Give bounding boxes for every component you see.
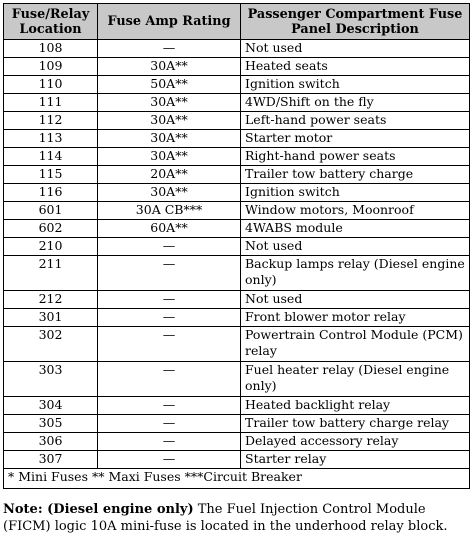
cell-description: Heated seats xyxy=(241,58,470,76)
note xyxy=(3,501,471,535)
cell-location: 307 xyxy=(4,451,98,469)
table-row xyxy=(4,94,470,112)
cell-rating: 60A** xyxy=(98,220,241,238)
cell-description: Starter motor xyxy=(241,130,470,148)
cell-description: Right-hand power seats xyxy=(241,148,470,166)
cell-rating: 30A** xyxy=(98,58,241,76)
table-row xyxy=(4,202,470,220)
cell-rating: — xyxy=(98,40,241,58)
cell-description: Not used xyxy=(241,40,470,58)
cell-rating: — xyxy=(98,291,241,309)
table-row xyxy=(4,256,470,291)
table-row xyxy=(4,451,470,469)
footnote-row xyxy=(4,469,470,489)
table-row xyxy=(4,397,470,415)
cell-location: 302 xyxy=(4,327,98,362)
cell-description: Ignition switch xyxy=(241,76,470,94)
table-row xyxy=(4,166,470,184)
header-description: Passenger Compartment Fuse Panel Description xyxy=(241,4,470,40)
cell-description: Trailer tow battery charge xyxy=(241,166,470,184)
cell-description: Window motors, Moonroof xyxy=(241,202,470,220)
cell-location: 304 xyxy=(4,397,98,415)
cell-description: Front blower motor relay xyxy=(241,309,470,327)
table-row xyxy=(4,433,470,451)
cell-rating: — xyxy=(98,415,241,433)
cell-description: Left-hand power seats xyxy=(241,112,470,130)
cell-description: Fuel heater relay (Diesel engine only) xyxy=(241,362,470,397)
table-row xyxy=(4,238,470,256)
cell-location: 108 xyxy=(4,40,98,58)
table-row xyxy=(4,415,470,433)
cell-location: 306 xyxy=(4,433,98,451)
table-header-row xyxy=(4,4,470,40)
table-row xyxy=(4,148,470,166)
table-row xyxy=(4,291,470,309)
cell-location: 602 xyxy=(4,220,98,238)
table-row xyxy=(4,76,470,94)
table-row xyxy=(4,184,470,202)
note-text: The Fuel Injection Control Module (FICM) logic 10A mini-fuse is located in the underhood relay block. xyxy=(3,502,448,534)
table-row xyxy=(4,112,470,130)
cell-description: Powertrain Control Module (PCM) relay xyxy=(241,327,470,362)
cell-rating: — xyxy=(98,362,241,397)
fuse-table xyxy=(3,3,470,489)
cell-location: 210 xyxy=(4,238,98,256)
cell-location: 115 xyxy=(4,166,98,184)
cell-location: 111 xyxy=(4,94,98,112)
cell-location: 301 xyxy=(4,309,98,327)
cell-description: Not used xyxy=(241,291,470,309)
cell-location: 109 xyxy=(4,58,98,76)
table-row xyxy=(4,220,470,238)
cell-rating: 30A** xyxy=(98,184,241,202)
cell-description: 4WD/Shift on the fly xyxy=(241,94,470,112)
table-row xyxy=(4,362,470,397)
table-row xyxy=(4,40,470,58)
table-row xyxy=(4,309,470,327)
cell-description: Trailer tow battery charge relay xyxy=(241,415,470,433)
cell-rating: 30A CB*** xyxy=(98,202,241,220)
table-row xyxy=(4,327,470,362)
cell-rating: — xyxy=(98,397,241,415)
cell-rating: — xyxy=(98,433,241,451)
cell-description: 4WABS module xyxy=(241,220,470,238)
note-lead: Note: (Diesel engine only) xyxy=(3,502,194,517)
cell-location: 601 xyxy=(4,202,98,220)
cell-location: 114 xyxy=(4,148,98,166)
cell-rating: — xyxy=(98,327,241,362)
cell-description: Delayed accessory relay xyxy=(241,433,470,451)
table-row xyxy=(4,58,470,76)
table-body xyxy=(4,40,470,469)
header-rating: Fuse Amp Rating xyxy=(98,4,241,40)
cell-description: Backup lamps relay (Diesel engine only) xyxy=(241,256,470,291)
cell-description: Ignition switch xyxy=(241,184,470,202)
cell-rating: 30A** xyxy=(98,130,241,148)
cell-rating: — xyxy=(98,256,241,291)
cell-rating: 30A** xyxy=(98,112,241,130)
cell-location: 212 xyxy=(4,291,98,309)
cell-rating: — xyxy=(98,238,241,256)
cell-rating: 30A** xyxy=(98,148,241,166)
cell-location: 305 xyxy=(4,415,98,433)
header-location: Fuse/Relay Location xyxy=(4,4,98,40)
cell-description: Starter relay xyxy=(241,451,470,469)
cell-location: 211 xyxy=(4,256,98,291)
cell-rating: 20A** xyxy=(98,166,241,184)
cell-description: Not used xyxy=(241,238,470,256)
cell-location: 112 xyxy=(4,112,98,130)
cell-rating: — xyxy=(98,451,241,469)
table-row xyxy=(4,130,470,148)
cell-description: Heated backlight relay xyxy=(241,397,470,415)
cell-location: 303 xyxy=(4,362,98,397)
cell-rating: 30A** xyxy=(98,94,241,112)
footnote: * Mini Fuses ** Maxi Fuses ***Circuit Breaker xyxy=(4,469,470,489)
cell-location: 110 xyxy=(4,76,98,94)
cell-location: 116 xyxy=(4,184,98,202)
cell-rating: — xyxy=(98,309,241,327)
cell-location: 113 xyxy=(4,130,98,148)
cell-rating: 50A** xyxy=(98,76,241,94)
